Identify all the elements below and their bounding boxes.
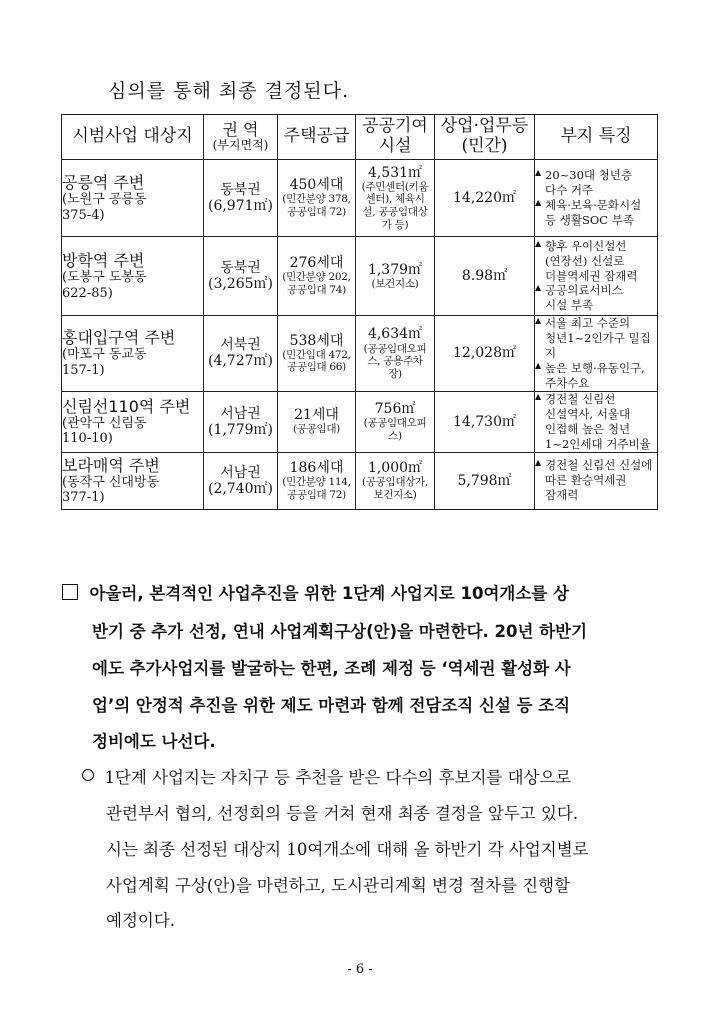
site-cell bbox=[62, 160, 204, 237]
area-cell bbox=[204, 160, 278, 237]
commercial-area: 12,028㎡ bbox=[453, 345, 516, 362]
housing-detail: 공공임대 74) bbox=[287, 284, 346, 297]
housing-units: 276세대 bbox=[289, 255, 344, 272]
public-detail: (공공임대오피 bbox=[363, 417, 427, 430]
table-row bbox=[62, 316, 658, 392]
paragraph-main-line bbox=[62, 580, 569, 604]
site-name: 보라매역 주변 bbox=[62, 455, 160, 475]
site-address: (동작구 신대방동 bbox=[62, 474, 160, 490]
area-size: (6,971㎡) bbox=[207, 198, 273, 214]
site-cell bbox=[62, 391, 204, 452]
housing-detail: 공공임대 72) bbox=[287, 488, 346, 501]
header-public-l1: 공공기여 bbox=[362, 116, 428, 137]
public-detail: (주민센터(키움 bbox=[361, 180, 429, 193]
area-region: 동북권 bbox=[220, 259, 261, 276]
feature-text: 다수 거주 bbox=[545, 183, 594, 198]
header-public bbox=[356, 115, 435, 160]
public-detail: 보건지소) bbox=[373, 488, 417, 501]
commercial-cell bbox=[435, 160, 535, 237]
feature-item bbox=[535, 361, 657, 376]
housing-units: 21세대 bbox=[294, 407, 339, 424]
feature-item bbox=[535, 298, 657, 313]
feature-item bbox=[535, 316, 657, 331]
public-cell bbox=[356, 237, 435, 316]
housing-detail: (민간분양 378, bbox=[282, 193, 351, 206]
triangle-bullet-icon: ▲ bbox=[535, 360, 542, 370]
feature-item bbox=[535, 437, 657, 452]
housing-detail: (민간분양 202, bbox=[282, 271, 351, 284]
area-region: 서남권 bbox=[220, 464, 261, 481]
features-cell bbox=[535, 316, 658, 392]
feature-item bbox=[535, 392, 657, 407]
site-address: (도봉구 도봉동 bbox=[62, 270, 147, 285]
housing-detail: 공공임대 66) bbox=[287, 361, 346, 374]
feature-item bbox=[535, 407, 657, 422]
triangle-bullet-icon: ▲ bbox=[535, 283, 542, 293]
feature-text: 1~2인세대 거주비율 bbox=[545, 436, 651, 451]
public-cell bbox=[356, 316, 435, 392]
housing-detail: (공공임대) bbox=[293, 423, 340, 436]
public-detail: 장) bbox=[388, 367, 402, 380]
feature-text: 인접해 높은 청년 bbox=[545, 421, 631, 436]
header-housing: 주택공급 bbox=[278, 115, 356, 160]
feature-item bbox=[535, 376, 657, 391]
paragraph-main-text: 아울러, 본격적인 사업추진을 위한 1단계 사업지로 10여개소를 상 bbox=[89, 584, 569, 603]
paragraph-sub-line: 예정이다. bbox=[106, 911, 176, 930]
paragraph-sub-line: 관련부서 협의, 선정회의 등을 거쳐 현재 최종 결정을 앞두고 있다. bbox=[106, 804, 579, 823]
site-address: (노원구 공릉동 bbox=[62, 192, 147, 207]
feature-text: (연장선) 신설로 bbox=[545, 253, 625, 268]
housing-cell bbox=[278, 452, 356, 509]
public-detail: (보건지소) bbox=[371, 277, 419, 290]
feature-text: 따른 환승역세권 bbox=[545, 473, 627, 488]
feature-text: 경전철 신림선 신설에 bbox=[545, 458, 653, 473]
intro-text: 심의를 통해 최종 결정된다. bbox=[108, 80, 350, 102]
feature-item bbox=[535, 213, 657, 228]
public-area: 756㎡ bbox=[374, 401, 416, 418]
site-address: 377-1) bbox=[62, 490, 105, 506]
feature-item bbox=[535, 422, 657, 437]
feature-text: 공공의료서비스 bbox=[545, 283, 623, 298]
housing-units: 450세대 bbox=[289, 177, 344, 194]
commercial-cell bbox=[435, 316, 535, 392]
feature-text: 향후 우이신설선 bbox=[545, 238, 627, 253]
site-address: (마포구 동교동 bbox=[62, 347, 147, 363]
housing-cell bbox=[278, 316, 356, 392]
header-area-main: 권 역 bbox=[222, 119, 259, 139]
features-cell bbox=[535, 391, 658, 452]
housing-detail: (민간임대 472, bbox=[282, 348, 351, 361]
site-address: 157-1) bbox=[62, 362, 105, 378]
public-cell bbox=[356, 391, 435, 452]
area-cell bbox=[204, 237, 278, 316]
public-detail: 스, 공용주차 bbox=[367, 355, 423, 368]
feature-item bbox=[535, 168, 657, 183]
header-commercial-l1: 상업·업무등 bbox=[440, 116, 529, 137]
table-row bbox=[62, 160, 658, 237]
header-site: 시범사업 대상지 bbox=[62, 115, 204, 160]
feature-text: 체육·보육·문화시설 bbox=[545, 198, 642, 212]
feature-text: 주차수요 bbox=[545, 375, 590, 390]
features-cell bbox=[535, 452, 658, 509]
public-area: 1,379㎡ bbox=[367, 261, 423, 278]
paragraph-main-line: 정비에도 나선다. bbox=[92, 732, 216, 751]
feature-item bbox=[535, 488, 657, 503]
commercial-cell bbox=[435, 237, 535, 316]
feature-text: 청년1~2인가구 밀집지 bbox=[545, 330, 651, 360]
feature-item bbox=[535, 331, 657, 361]
table-row bbox=[62, 237, 658, 316]
paragraph-main-line: 반기 중 추가 선정, 연내 사업계획구상(안)을 마련한다. 20년 하반기 bbox=[92, 622, 588, 641]
page-number: - 6 - bbox=[347, 962, 373, 977]
triangle-bullet-icon: ▲ bbox=[535, 316, 542, 325]
feature-item bbox=[535, 183, 657, 198]
public-detail: 설, 공공임대상 bbox=[362, 206, 428, 219]
header-area-sub: (부지면적) bbox=[212, 138, 269, 153]
public-detail: 가 등) bbox=[381, 218, 409, 231]
public-detail: (공공임대오피 bbox=[363, 342, 427, 355]
pilot-sites-table bbox=[61, 114, 658, 510]
triangle-bullet-icon: ▲ bbox=[535, 168, 542, 178]
site-name: 신림선110역 주변 bbox=[62, 396, 191, 416]
feature-item bbox=[535, 269, 657, 284]
header-public-l2: 시설 bbox=[378, 136, 412, 156]
housing-detail: (민간분양 114, bbox=[282, 476, 351, 489]
public-area: 4,531㎡ bbox=[367, 164, 423, 181]
feature-text: 더블역세권 잠재력 bbox=[545, 268, 638, 283]
area-cell bbox=[204, 452, 278, 509]
public-cell bbox=[356, 452, 435, 509]
checkbox-square-icon bbox=[62, 584, 78, 600]
header-commercial-l2: (민간) bbox=[461, 136, 508, 156]
site-address: 375-4) bbox=[62, 207, 105, 223]
commercial-cell bbox=[435, 391, 535, 452]
feature-item bbox=[535, 254, 657, 269]
circle-bullet-icon bbox=[82, 769, 94, 781]
table-header-row bbox=[62, 115, 658, 160]
public-detail: 센터), 체육시 bbox=[365, 193, 425, 206]
feature-text: 높은 보행·유동인구, bbox=[545, 360, 645, 375]
triangle-bullet-icon: ▲ bbox=[535, 238, 542, 248]
commercial-area: 8.98㎡ bbox=[461, 267, 508, 284]
paragraph-main-line: 업’의 안정적 추진을 위한 제도 마련과 함께 전담조직 신설 등 조직 bbox=[92, 696, 571, 715]
housing-units: 538세대 bbox=[289, 332, 344, 349]
area-region: 동북권 bbox=[220, 181, 261, 198]
feature-text: 신설역사, 서울대 bbox=[545, 406, 631, 421]
site-name: 공릉역 주변 bbox=[62, 172, 145, 192]
feature-item bbox=[535, 239, 657, 254]
feature-item bbox=[535, 473, 657, 488]
triangle-bullet-icon: ▲ bbox=[535, 198, 542, 207]
site-address: (관악구 신림동 bbox=[62, 415, 147, 431]
feature-item bbox=[535, 283, 657, 298]
feature-text: 잠재력 bbox=[545, 488, 579, 503]
feature-text: 서울 최고 수준의 bbox=[545, 316, 631, 330]
site-cell bbox=[62, 452, 204, 509]
feature-text: 등 생활SOC 부족 bbox=[545, 212, 634, 227]
public-detail: (공공임대상가, bbox=[362, 476, 428, 489]
feature-text: 경전철 신림선 bbox=[545, 391, 616, 406]
features-cell bbox=[535, 237, 658, 316]
area-region: 서북권 bbox=[220, 337, 261, 354]
feature-text: 20~30대 청년층 bbox=[545, 168, 632, 183]
area-size: (2,740㎡) bbox=[207, 480, 273, 497]
paragraph-sub-text: 1단계 사업지는 자치구 등 추천을 받은 다수의 후보지를 대상으로 bbox=[104, 768, 572, 787]
commercial-cell bbox=[435, 452, 535, 509]
paragraph-sub-line: 사업계획 구상(안)을 마련하고, 도시관리계획 변경 절차를 진행할 bbox=[106, 876, 571, 895]
housing-cell bbox=[278, 160, 356, 237]
site-address: 110-10) bbox=[62, 431, 113, 447]
public-cell bbox=[356, 160, 435, 237]
triangle-bullet-icon: ▲ bbox=[535, 391, 542, 401]
table-row bbox=[62, 391, 658, 452]
header-area bbox=[204, 115, 278, 160]
commercial-area: 14,730㎡ bbox=[453, 413, 516, 430]
site-cell bbox=[62, 316, 204, 392]
commercial-area: 5,798㎡ bbox=[457, 472, 512, 489]
housing-detail: 공공임대 72) bbox=[287, 206, 346, 219]
site-name: 홍대입구역 주변 bbox=[62, 328, 176, 348]
header-commercial bbox=[435, 115, 535, 160]
housing-cell bbox=[278, 237, 356, 316]
area-cell bbox=[204, 391, 278, 452]
area-size: (4,727㎡) bbox=[207, 353, 273, 370]
public-detail: 스) bbox=[388, 429, 402, 442]
feature-item bbox=[535, 198, 657, 213]
site-cell bbox=[62, 237, 204, 316]
feature-text: 시설 부족 bbox=[545, 298, 594, 313]
site-address: 622-85) bbox=[62, 285, 113, 301]
header-features: 부지 특징 bbox=[535, 115, 658, 160]
housing-units: 186세대 bbox=[289, 460, 344, 477]
housing-cell bbox=[278, 391, 356, 452]
public-area: 1,000㎡ bbox=[367, 460, 423, 477]
area-cell bbox=[204, 316, 278, 392]
paragraph-main-line: 에도 추가사업지를 발굴하는 한편, 조례 제정 등 ‘역세권 활성화 사 bbox=[92, 659, 571, 678]
area-region: 서남권 bbox=[220, 405, 261, 422]
paragraph-sub-line: 시는 최종 선정된 대상지 10여개소에 대해 올 하반기 각 사업지별로 bbox=[106, 840, 589, 859]
features-cell bbox=[535, 160, 658, 237]
area-size: (1,779㎡) bbox=[207, 421, 273, 438]
public-area: 4,634㎡ bbox=[367, 326, 423, 343]
paragraph-sub-line bbox=[82, 764, 571, 788]
commercial-area: 14,220㎡ bbox=[453, 189, 516, 206]
triangle-bullet-icon: ▲ bbox=[535, 458, 542, 468]
site-name: 방학역 주변 bbox=[62, 250, 145, 270]
feature-item bbox=[535, 458, 657, 473]
area-size: (3,265㎡) bbox=[207, 276, 273, 292]
table-row bbox=[62, 452, 658, 509]
